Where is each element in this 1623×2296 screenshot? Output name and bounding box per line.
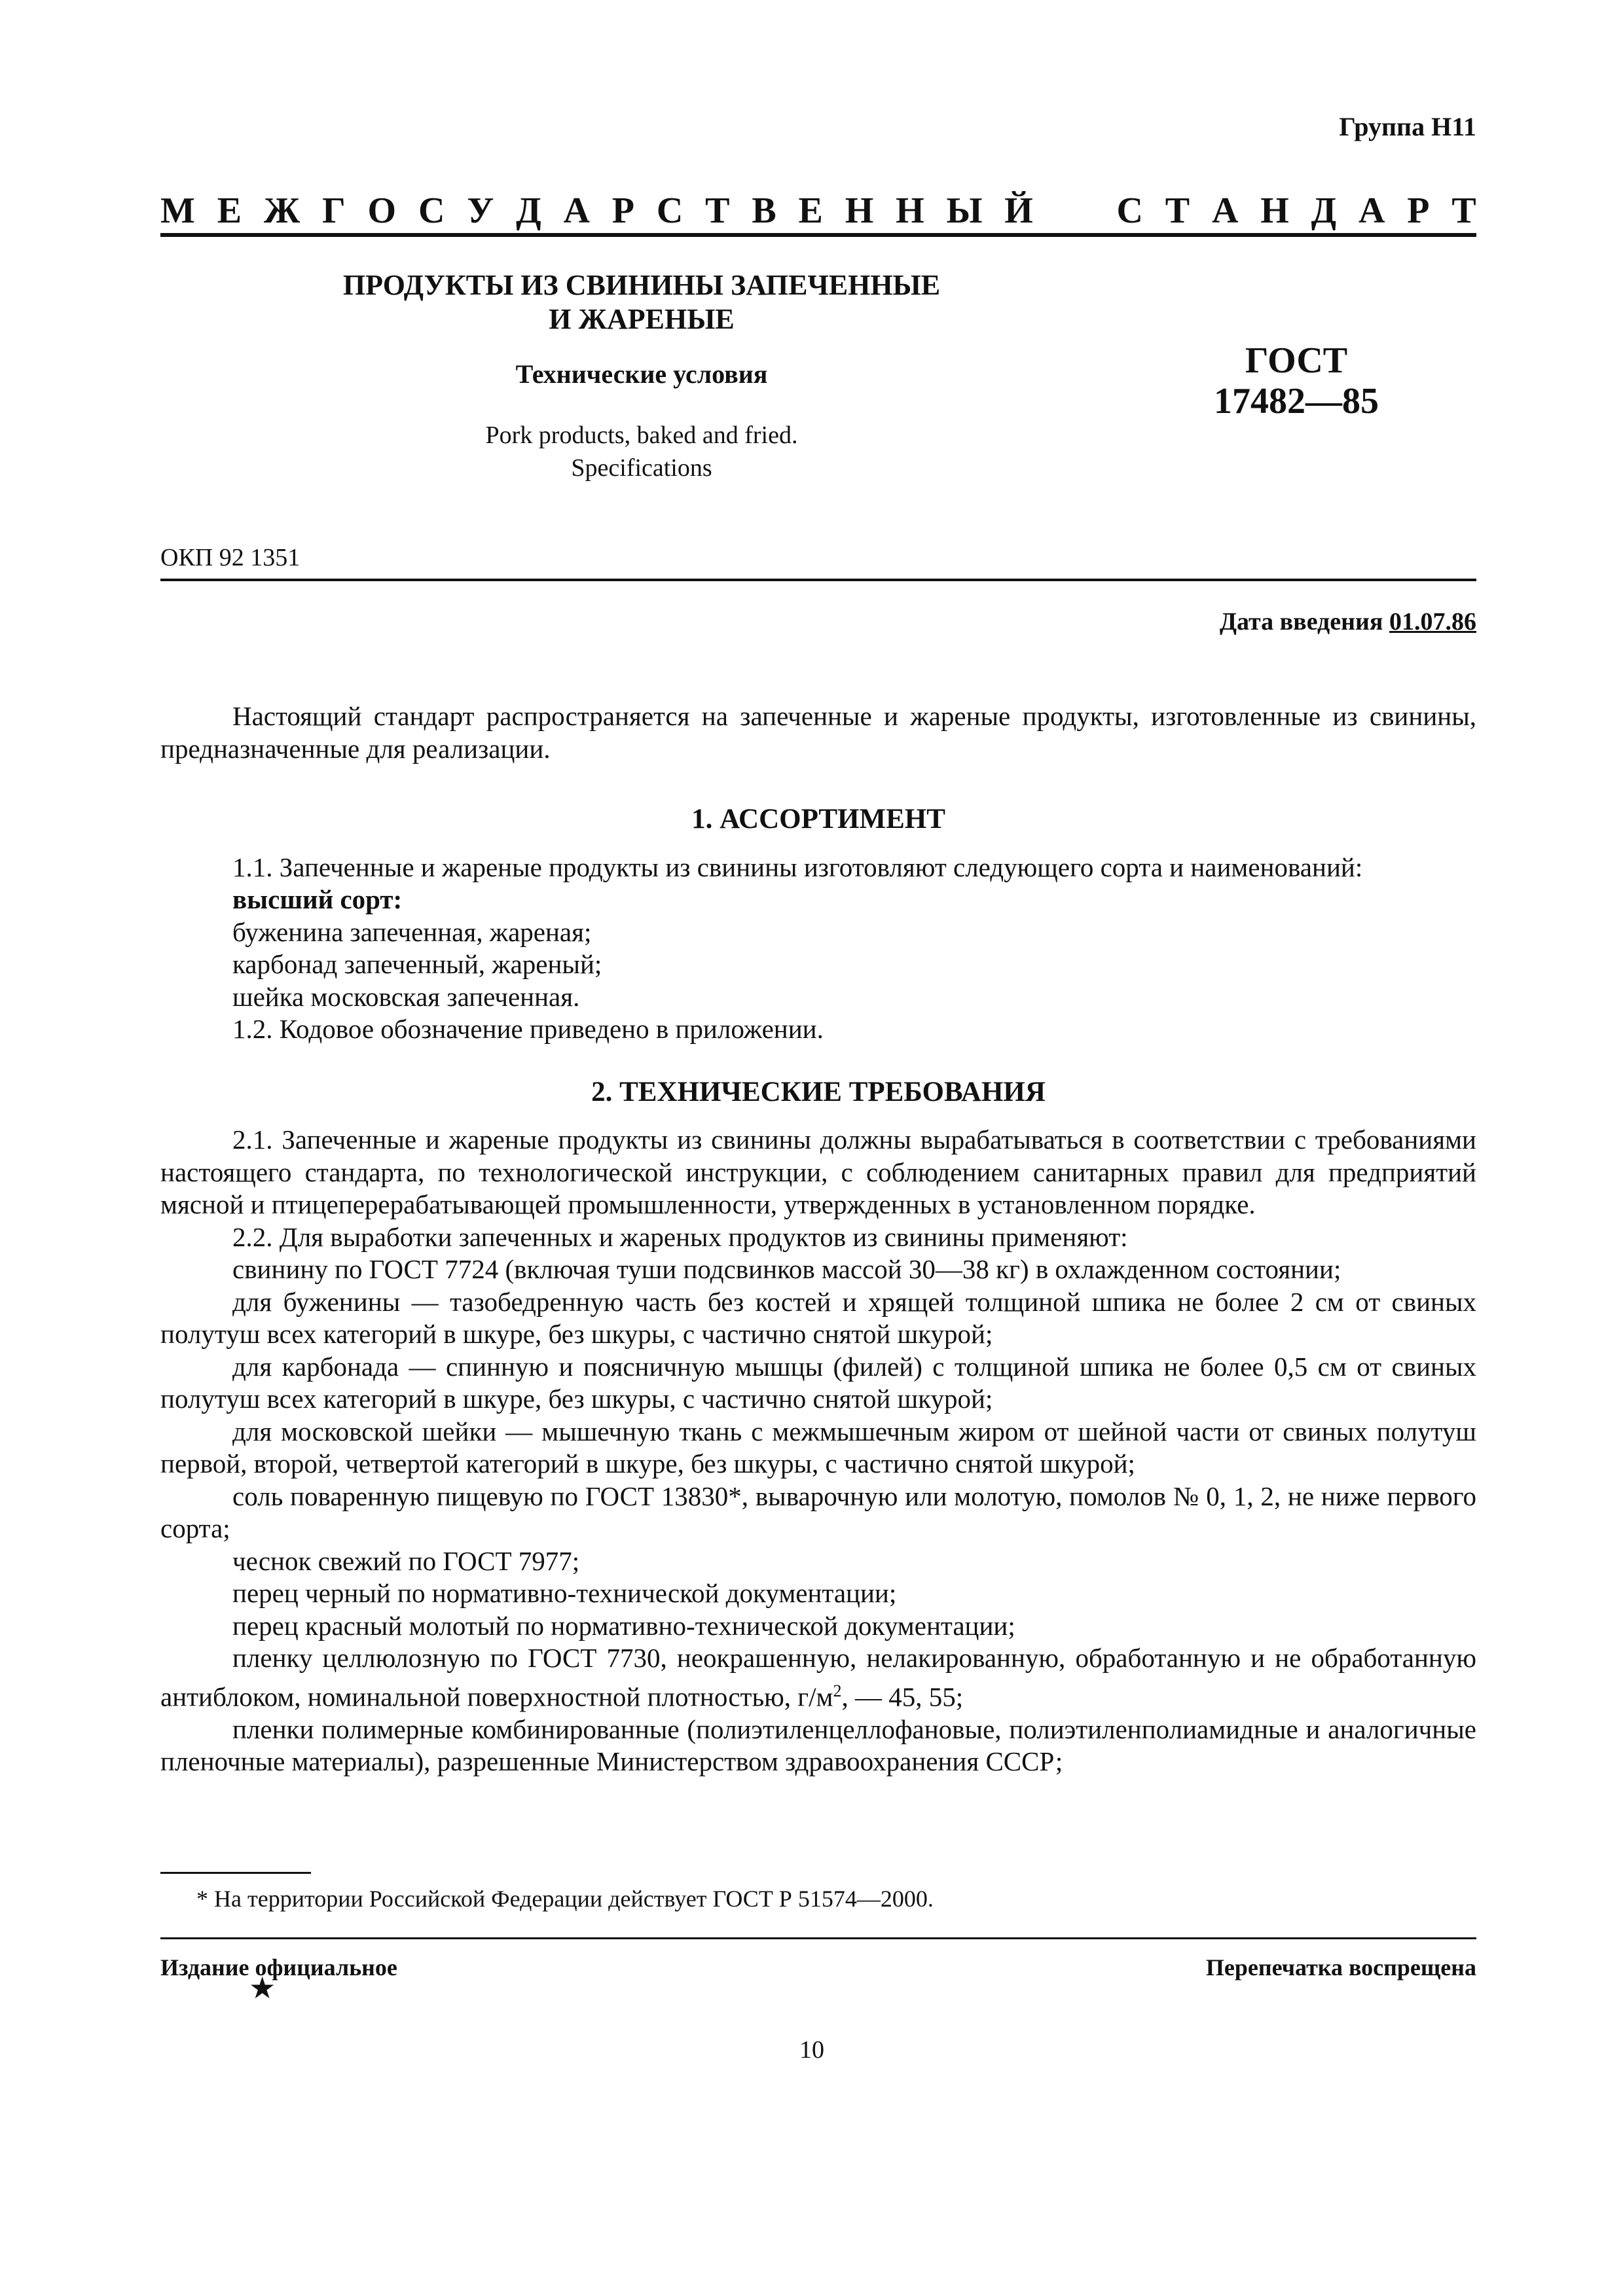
- requirement-buzhenina: для буженины — тазобедренную часть без костей и хрящей толщиной шпика не более 2 см от свиных полутуш всех категорий в шкуре, без шкуры, с частично снятой шкурой;: [160, 1286, 1476, 1349]
- requirement-karbonad: для карбонада — спинную и поясничную мышцы (филей) с толщиной шпика не более 0,5 см от свиных полутуш всех категорий в шкуре, без шкуры, с частично снятой шкурой;: [160, 1351, 1476, 1414]
- clause-1-1: 1.1. Запеченные и жареные продукты из свинины изготовляют следующего сорта и наименований:: [232, 852, 1363, 882]
- group-code: Группа Н11: [1339, 112, 1476, 141]
- introduction-date: [917, 607, 1476, 636]
- heading-gap: [1055, 190, 1095, 232]
- requirement-black-pepper: перец черный по нормативно-технической документации;: [232, 1578, 897, 1608]
- assortment-item-1: буженина запеченная, жареная;: [232, 916, 592, 947]
- english-title-line-1: Pork products, baked and fried.: [485, 422, 798, 449]
- intro-paragraph: Настоящий стандарт распространяется на запеченные и жареные продукты, изготовленные из свинины, предназначенные для реализации.: [160, 701, 1476, 764]
- heading-letter: Е: [217, 190, 242, 231]
- reprint-notice: Перепечатка воспрещена: [1205, 1954, 1476, 1981]
- heading-letter: Ж: [263, 190, 301, 231]
- section-1-heading: 1. АССОРТИМЕНТ: [691, 804, 945, 834]
- edition-label: Издание официальное: [160, 1954, 397, 1981]
- heading-letter: Ы: [946, 190, 983, 231]
- unit-superscript: 2: [833, 1681, 842, 1700]
- page-number: 10: [799, 2036, 824, 2064]
- gost-code: 17482—85: [1214, 381, 1379, 422]
- grade-label: высший сорт:: [232, 884, 403, 914]
- requirement-pork: свинину по ГОСТ 7724 (включая туши подсвинков массой 30—38 кг) в охлажденном состоянии;: [232, 1254, 1341, 1284]
- heading-letter: А: [1359, 190, 1385, 231]
- heading-letter: Е: [798, 190, 823, 231]
- requirement-salt: соль поваренную пищевую по ГОСТ 13830*, выварочную или молотую, помолов № 0, 1, 2, не ниже первого сорта;: [160, 1480, 1476, 1543]
- document-title: [308, 268, 976, 336]
- title-line-1: ПРОДУКТЫ ИЗ СВИНИНЫ ЗАПЕЧЕННЫЕ: [342, 269, 941, 301]
- heading-letter: Д: [1311, 190, 1337, 231]
- gost-number: [1113, 340, 1480, 422]
- heading-letter: Р: [1407, 190, 1430, 231]
- okp-code: ОКП 92 1351: [160, 544, 301, 571]
- heading-letter: Г: [322, 190, 346, 231]
- gost-label: ГОСТ: [1245, 340, 1348, 381]
- heading-letter: А: [1211, 190, 1239, 231]
- heading-letter: Н: [845, 190, 874, 231]
- cellulose-film-values: , — 45, 55;: [841, 1681, 964, 1712]
- requirement-sheika: для московской шейки — мышечную ткань с межмышечным жиром от шейной части от свиных полутуш первой, второй, четвертой категорий в шкуре, без шкуры, с частично снятой шкурой;: [160, 1416, 1476, 1479]
- okp-rule: [160, 579, 1476, 581]
- heading-letter: Т: [1165, 190, 1190, 231]
- heading-letter: Д: [516, 190, 541, 231]
- footnote: * На территории Российской Федерации действует ГОСТ Р 51574—2000.: [196, 1886, 934, 1912]
- requirement-cellulose-film: [160, 1642, 1476, 1713]
- heading-letter: В: [752, 190, 776, 231]
- clause-2-1: 2.1. Запеченные и жареные продукты из свинины должны вырабатываться в соответствии с требованиями настоящего стандарта, по технологической инструкции, с соблюдением санитарных правил для предприятий мясной и птицеперерабатывающей промышленности, утвержденных в установленном порядке.: [160, 1124, 1476, 1219]
- english-title: [308, 419, 976, 484]
- date-value: 01.07.86: [1389, 608, 1476, 636]
- heading-letter: С: [418, 190, 445, 231]
- heading-letter: Р: [611, 190, 635, 231]
- requirement-polymer-films: пленки полимерные комбинированные (полиэтиленцеллофановые, полиэтиленполиамидные и аналогичные пленочные материалы), разрешенные Министерством здравоохранения СССР;: [160, 1713, 1476, 1777]
- title-line-2: И ЖАРЕНЫЕ: [549, 303, 735, 335]
- cellulose-film-text: пленку целлюлозную по ГОСТ 7730, неокрашенную, нелакированную, обработанную и не обработанную антиблоком, номинальной поверхностной плотностью, г/м: [160, 1643, 1476, 1712]
- english-title-line-2: Specifications: [571, 454, 712, 482]
- document-subtitle: Технические условия: [515, 359, 768, 389]
- heading-letter: Н: [896, 190, 924, 231]
- heading-letter: О: [367, 190, 397, 231]
- assortment-item-2: карбонад запеченный, жареный;: [232, 949, 602, 979]
- heading-letter: Т: [1451, 190, 1476, 231]
- heading-letter: Й: [1004, 190, 1033, 231]
- heading-letter: Н: [1260, 190, 1289, 231]
- footnote-rule: [160, 1872, 311, 1874]
- date-label: Дата введения: [1219, 608, 1383, 636]
- assortment-item-3: шейка московская запеченная.: [232, 981, 580, 1012]
- document-body: [160, 700, 1476, 1778]
- requirement-red-pepper: перец красный молотый по нормативно-технической документации;: [232, 1610, 1015, 1641]
- interstate-standard-heading: [160, 190, 1476, 232]
- requirement-garlic: чеснок свежий по ГОСТ 7977;: [232, 1545, 580, 1576]
- clause-1-2: 1.2. Кодовое обозначение приведено в приложении.: [232, 1014, 824, 1044]
- section-2-heading: 2. ТЕХНИЧЕСКИЕ ТРЕБОВАНИЯ: [591, 1076, 1046, 1107]
- heading-letter: М: [160, 190, 195, 231]
- heading-letter: С: [656, 190, 684, 231]
- heading-letter: А: [563, 190, 590, 231]
- heading-letter: Т: [705, 190, 730, 231]
- star-icon: ★: [249, 1971, 276, 2005]
- heading-letter: С: [1116, 190, 1143, 231]
- clause-2-2: 2.2. Для выработки запеченных и жареных продуктов из свинины применяют:: [232, 1221, 1128, 1252]
- heading-letter: У: [467, 190, 494, 231]
- heading-rule: [160, 233, 1476, 237]
- footer-rule: [160, 1937, 1476, 1939]
